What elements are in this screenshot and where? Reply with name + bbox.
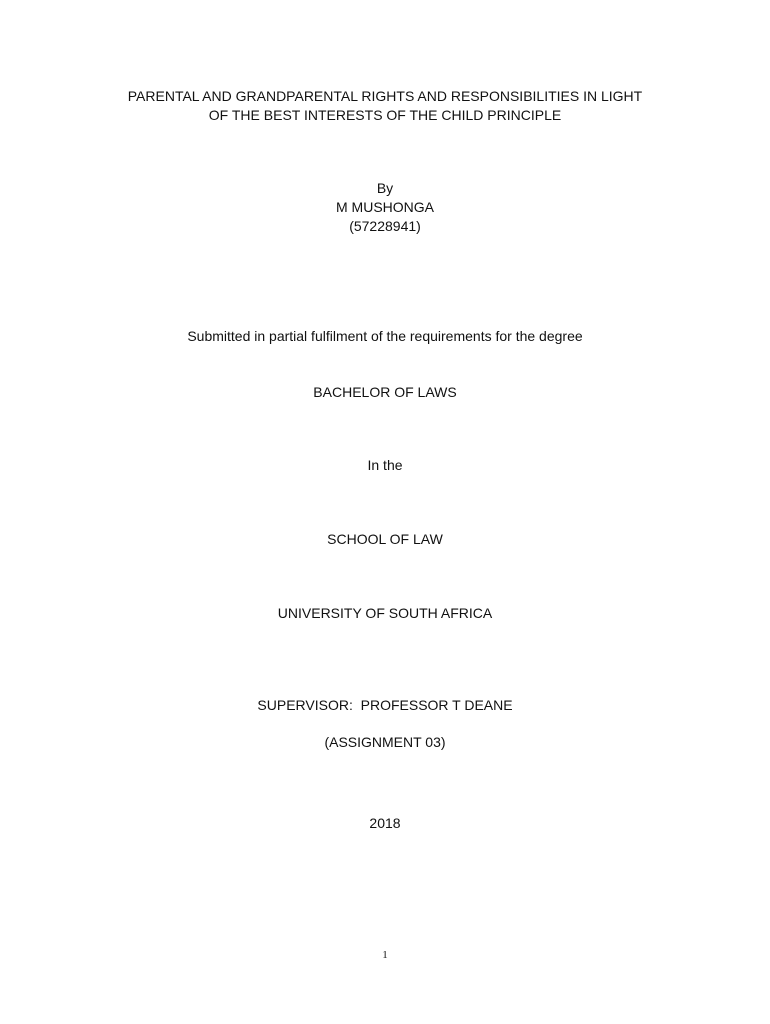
submission-statement: Submitted in partial fulfilment of the requirements for the degree	[187, 328, 583, 344]
student-number: (57228941)	[349, 218, 421, 234]
supervisor-line: SUPERVISOR: PROFESSOR T DEANE	[257, 697, 513, 713]
in-the-text: In the	[367, 457, 403, 473]
school-name: SCHOOL OF LAW	[327, 531, 443, 547]
assignment-label: (ASSIGNMENT 03)	[324, 734, 446, 750]
author-by: By	[376, 180, 394, 196]
author-name: M MUSHONGA	[336, 199, 434, 215]
year: 2018	[369, 815, 401, 831]
title-line-2: OF THE BEST INTERESTS OF THE CHILD PRINCIPLE	[208, 107, 562, 123]
university-name: UNIVERSITY OF SOUTH AFRICA	[277, 605, 493, 621]
degree-name: BACHELOR OF LAWS	[313, 384, 457, 400]
page-number: 1	[382, 949, 388, 961]
title-line-1: PARENTAL AND GRANDPARENTAL RIGHTS AND RESPONSIBILITIES IN LIGHT	[127, 88, 643, 104]
